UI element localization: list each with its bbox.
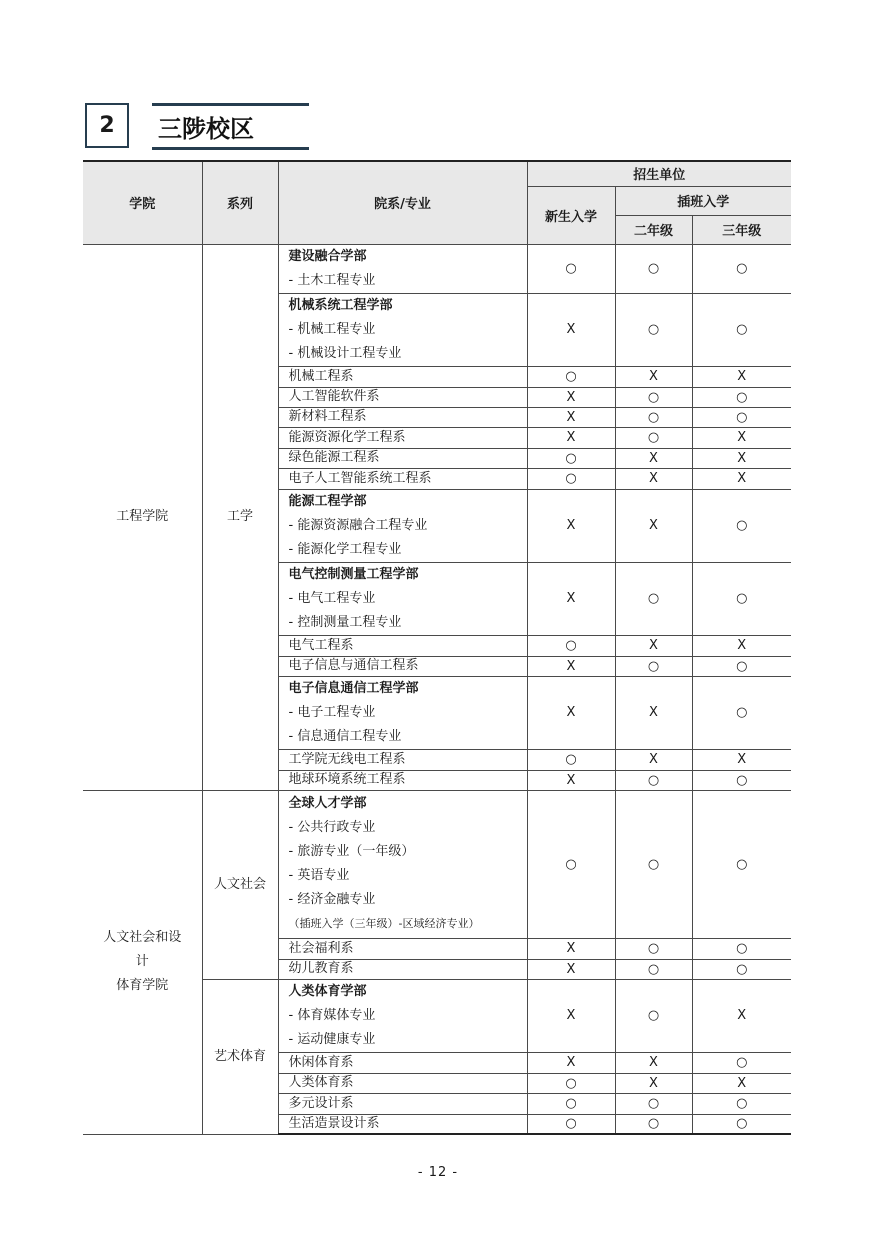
header-year2: 二年级 — [615, 215, 692, 244]
dept-heading: 建设融合学部 — [288, 248, 367, 264]
freshman-mark: X — [527, 293, 615, 366]
freshman-mark: X — [527, 407, 615, 427]
dept-line: - 控制测量工程专业 — [288, 614, 402, 630]
freshman-mark: ○ — [527, 790, 615, 938]
dept-line: 电子人工智能系统工程系 — [288, 470, 432, 486]
year2-mark: X — [615, 468, 692, 489]
dept-heading: 全球人才学部 — [288, 796, 367, 811]
dept-cell — [278, 979, 527, 1052]
college-line: 体育学院 — [116, 978, 169, 993]
year3-mark: ○ — [692, 938, 791, 959]
year3-mark: X — [692, 749, 791, 770]
dept-line: - 机械工程专业 — [288, 321, 376, 337]
dept-line: 机械工程系 — [288, 368, 354, 384]
dept-line: - 土木工程专业 — [288, 272, 376, 288]
year2-mark: ○ — [615, 770, 692, 790]
year2-mark: X — [615, 676, 692, 749]
freshman-mark: ○ — [527, 749, 615, 770]
year2-mark: ○ — [615, 959, 692, 979]
freshman-mark: X — [527, 938, 615, 959]
dept-heading: 能源工程学部 — [288, 493, 367, 509]
year3-mark: X — [692, 427, 791, 448]
year2-mark: ○ — [615, 790, 692, 938]
dept-cell — [278, 1114, 527, 1134]
dept-cell — [278, 244, 527, 293]
year3-mark: ○ — [692, 489, 791, 562]
freshman-mark: X — [527, 656, 615, 676]
dept-line: 地球环境系统工程系 — [288, 772, 406, 787]
dept-line: 能源资源化学工程系 — [288, 429, 406, 445]
dept-heading: 人类体育学部 — [288, 983, 367, 999]
year2-mark: ○ — [615, 1093, 692, 1114]
college-cell — [83, 790, 202, 1134]
year3-mark: ○ — [692, 1093, 791, 1114]
dept-line: （插班入学（三年级）-区域经济专业） — [288, 917, 480, 930]
header-recruit: 招生单位 — [527, 161, 791, 186]
dept-cell — [278, 468, 527, 489]
dept-cell — [278, 407, 527, 427]
year2-mark: ○ — [615, 244, 692, 293]
dept-cell — [278, 293, 527, 366]
dept-cell — [278, 656, 527, 676]
admission-table — [83, 160, 791, 1135]
year2-mark: ○ — [615, 427, 692, 448]
freshman-mark: ○ — [527, 468, 615, 489]
year3-mark: X — [692, 366, 791, 387]
year2-mark: ○ — [615, 407, 692, 427]
header-transfer: 插班入学 — [615, 186, 791, 215]
freshman-mark: ○ — [527, 244, 615, 293]
year3-mark: ○ — [692, 293, 791, 366]
dept-line: 工学院无线电工程系 — [288, 751, 406, 767]
year2-mark: X — [615, 448, 692, 468]
year3-mark: X — [692, 635, 791, 656]
college-line: 人文社会和设 — [103, 930, 182, 945]
dept-heading: 电子信息通信工程学部 — [288, 680, 419, 696]
year3-mark: ○ — [692, 656, 791, 676]
dept-cell — [278, 387, 527, 407]
dept-line: 社会福利系 — [288, 940, 354, 956]
dept-line: 电子信息与通信工程系 — [288, 658, 419, 673]
year2-mark: ○ — [615, 562, 692, 635]
freshman-mark: X — [527, 1052, 615, 1073]
year3-mark: ○ — [692, 770, 791, 790]
freshman-mark: X — [527, 676, 615, 749]
year3-mark: ○ — [692, 407, 791, 427]
dept-line: - 经济金融专业 — [288, 892, 376, 907]
dept-line: 人类体育系 — [288, 1075, 354, 1090]
dept-line: 生活造景设计系 — [288, 1115, 380, 1131]
dept-cell — [278, 489, 527, 562]
freshman-mark: ○ — [527, 1073, 615, 1093]
dept-line: - 电子工程专业 — [288, 704, 376, 720]
dept-cell — [278, 635, 527, 656]
dept-line: - 旅游专业（一年级） — [288, 844, 415, 859]
dept-cell — [278, 938, 527, 959]
year3-mark: X — [692, 1073, 791, 1093]
year2-mark: ○ — [615, 979, 692, 1052]
freshman-mark: X — [527, 387, 615, 407]
dept-line: 人工智能软件系 — [288, 389, 380, 404]
series-cell: 工学 — [202, 244, 278, 790]
year3-mark: ○ — [692, 790, 791, 938]
year3-mark: ○ — [692, 959, 791, 979]
dept-cell — [278, 676, 527, 749]
freshman-mark: X — [527, 770, 615, 790]
dept-cell — [278, 1073, 527, 1093]
freshman-mark: ○ — [527, 448, 615, 468]
dept-line: - 能源资源融合工程专业 — [288, 517, 428, 533]
year2-mark: X — [615, 1073, 692, 1093]
dept-line: - 机械设计工程专业 — [288, 345, 402, 361]
year3-mark: X — [692, 468, 791, 489]
year3-mark: ○ — [692, 387, 791, 407]
dept-line: 新材料工程系 — [288, 409, 367, 424]
dept-cell — [278, 749, 527, 770]
year2-mark: X — [615, 366, 692, 387]
freshman-mark: ○ — [527, 635, 615, 656]
freshman-mark: ○ — [527, 1093, 615, 1114]
freshman-mark: X — [527, 489, 615, 562]
year2-mark: ○ — [615, 656, 692, 676]
page-number: - 12 - — [417, 1165, 459, 1180]
freshman-mark: X — [527, 959, 615, 979]
header-college: 学院 — [83, 161, 202, 244]
dept-cell — [278, 448, 527, 468]
dept-cell — [278, 1052, 527, 1073]
year2-mark: X — [615, 635, 692, 656]
table-row — [83, 244, 791, 293]
dept-cell — [278, 770, 527, 790]
dept-cell — [278, 1093, 527, 1114]
year3-mark: ○ — [692, 676, 791, 749]
dept-heading: 电气控制测量工程学部 — [288, 566, 419, 582]
college-line: 计 — [135, 954, 149, 969]
freshman-mark: X — [527, 427, 615, 448]
dept-line: 多元设计系 — [288, 1095, 354, 1111]
header-year3: 三年级 — [692, 215, 791, 244]
year3-mark: ○ — [692, 1052, 791, 1073]
dept-cell — [278, 562, 527, 635]
dept-line: 休闲体育系 — [288, 1054, 354, 1070]
dept-cell — [278, 366, 527, 387]
dept-line: 绿色能源工程系 — [288, 450, 380, 465]
dept-cell — [278, 959, 527, 979]
year2-mark: ○ — [615, 1114, 692, 1134]
year3-mark: ○ — [692, 244, 791, 293]
dept-line: - 信息通信工程专业 — [288, 728, 402, 744]
college-cell: 工程学院 — [83, 244, 202, 790]
dept-heading: 机械系统工程学部 — [288, 297, 393, 313]
section-title: 三陟校区 — [152, 103, 309, 150]
freshman-mark: X — [527, 979, 615, 1052]
dept-line: - 英语专业 — [288, 868, 350, 883]
series-cell: 艺术体育 — [202, 979, 278, 1134]
freshman-mark: X — [527, 562, 615, 635]
section-number: 2 — [85, 103, 129, 148]
year2-mark: ○ — [615, 938, 692, 959]
dept-line: 电气工程系 — [288, 637, 354, 653]
year2-mark: ○ — [615, 293, 692, 366]
year3-mark: ○ — [692, 1114, 791, 1134]
year2-mark: X — [615, 1052, 692, 1073]
dept-line: 幼儿教育系 — [288, 961, 354, 976]
dept-line: - 能源化学工程专业 — [288, 541, 402, 557]
series-cell: 人文社会 — [202, 790, 278, 979]
header-freshman: 新生入学 — [527, 186, 615, 244]
freshman-mark: ○ — [527, 1114, 615, 1134]
year2-mark: X — [615, 489, 692, 562]
year3-mark: X — [692, 448, 791, 468]
header-dept: 院系/专业 — [278, 161, 527, 244]
dept-cell — [278, 790, 527, 938]
dept-line: - 体育媒体专业 — [288, 1007, 376, 1023]
dept-line: - 运动健康专业 — [288, 1031, 376, 1047]
year3-mark: ○ — [692, 562, 791, 635]
dept-line: - 电气工程专业 — [288, 590, 376, 606]
dept-line: - 公共行政专业 — [288, 820, 376, 835]
year2-mark: ○ — [615, 387, 692, 407]
dept-cell — [278, 427, 527, 448]
year2-mark: X — [615, 749, 692, 770]
table-row — [83, 790, 791, 938]
freshman-mark: ○ — [527, 366, 615, 387]
year3-mark: X — [692, 979, 791, 1052]
header-series: 系列 — [202, 161, 278, 244]
